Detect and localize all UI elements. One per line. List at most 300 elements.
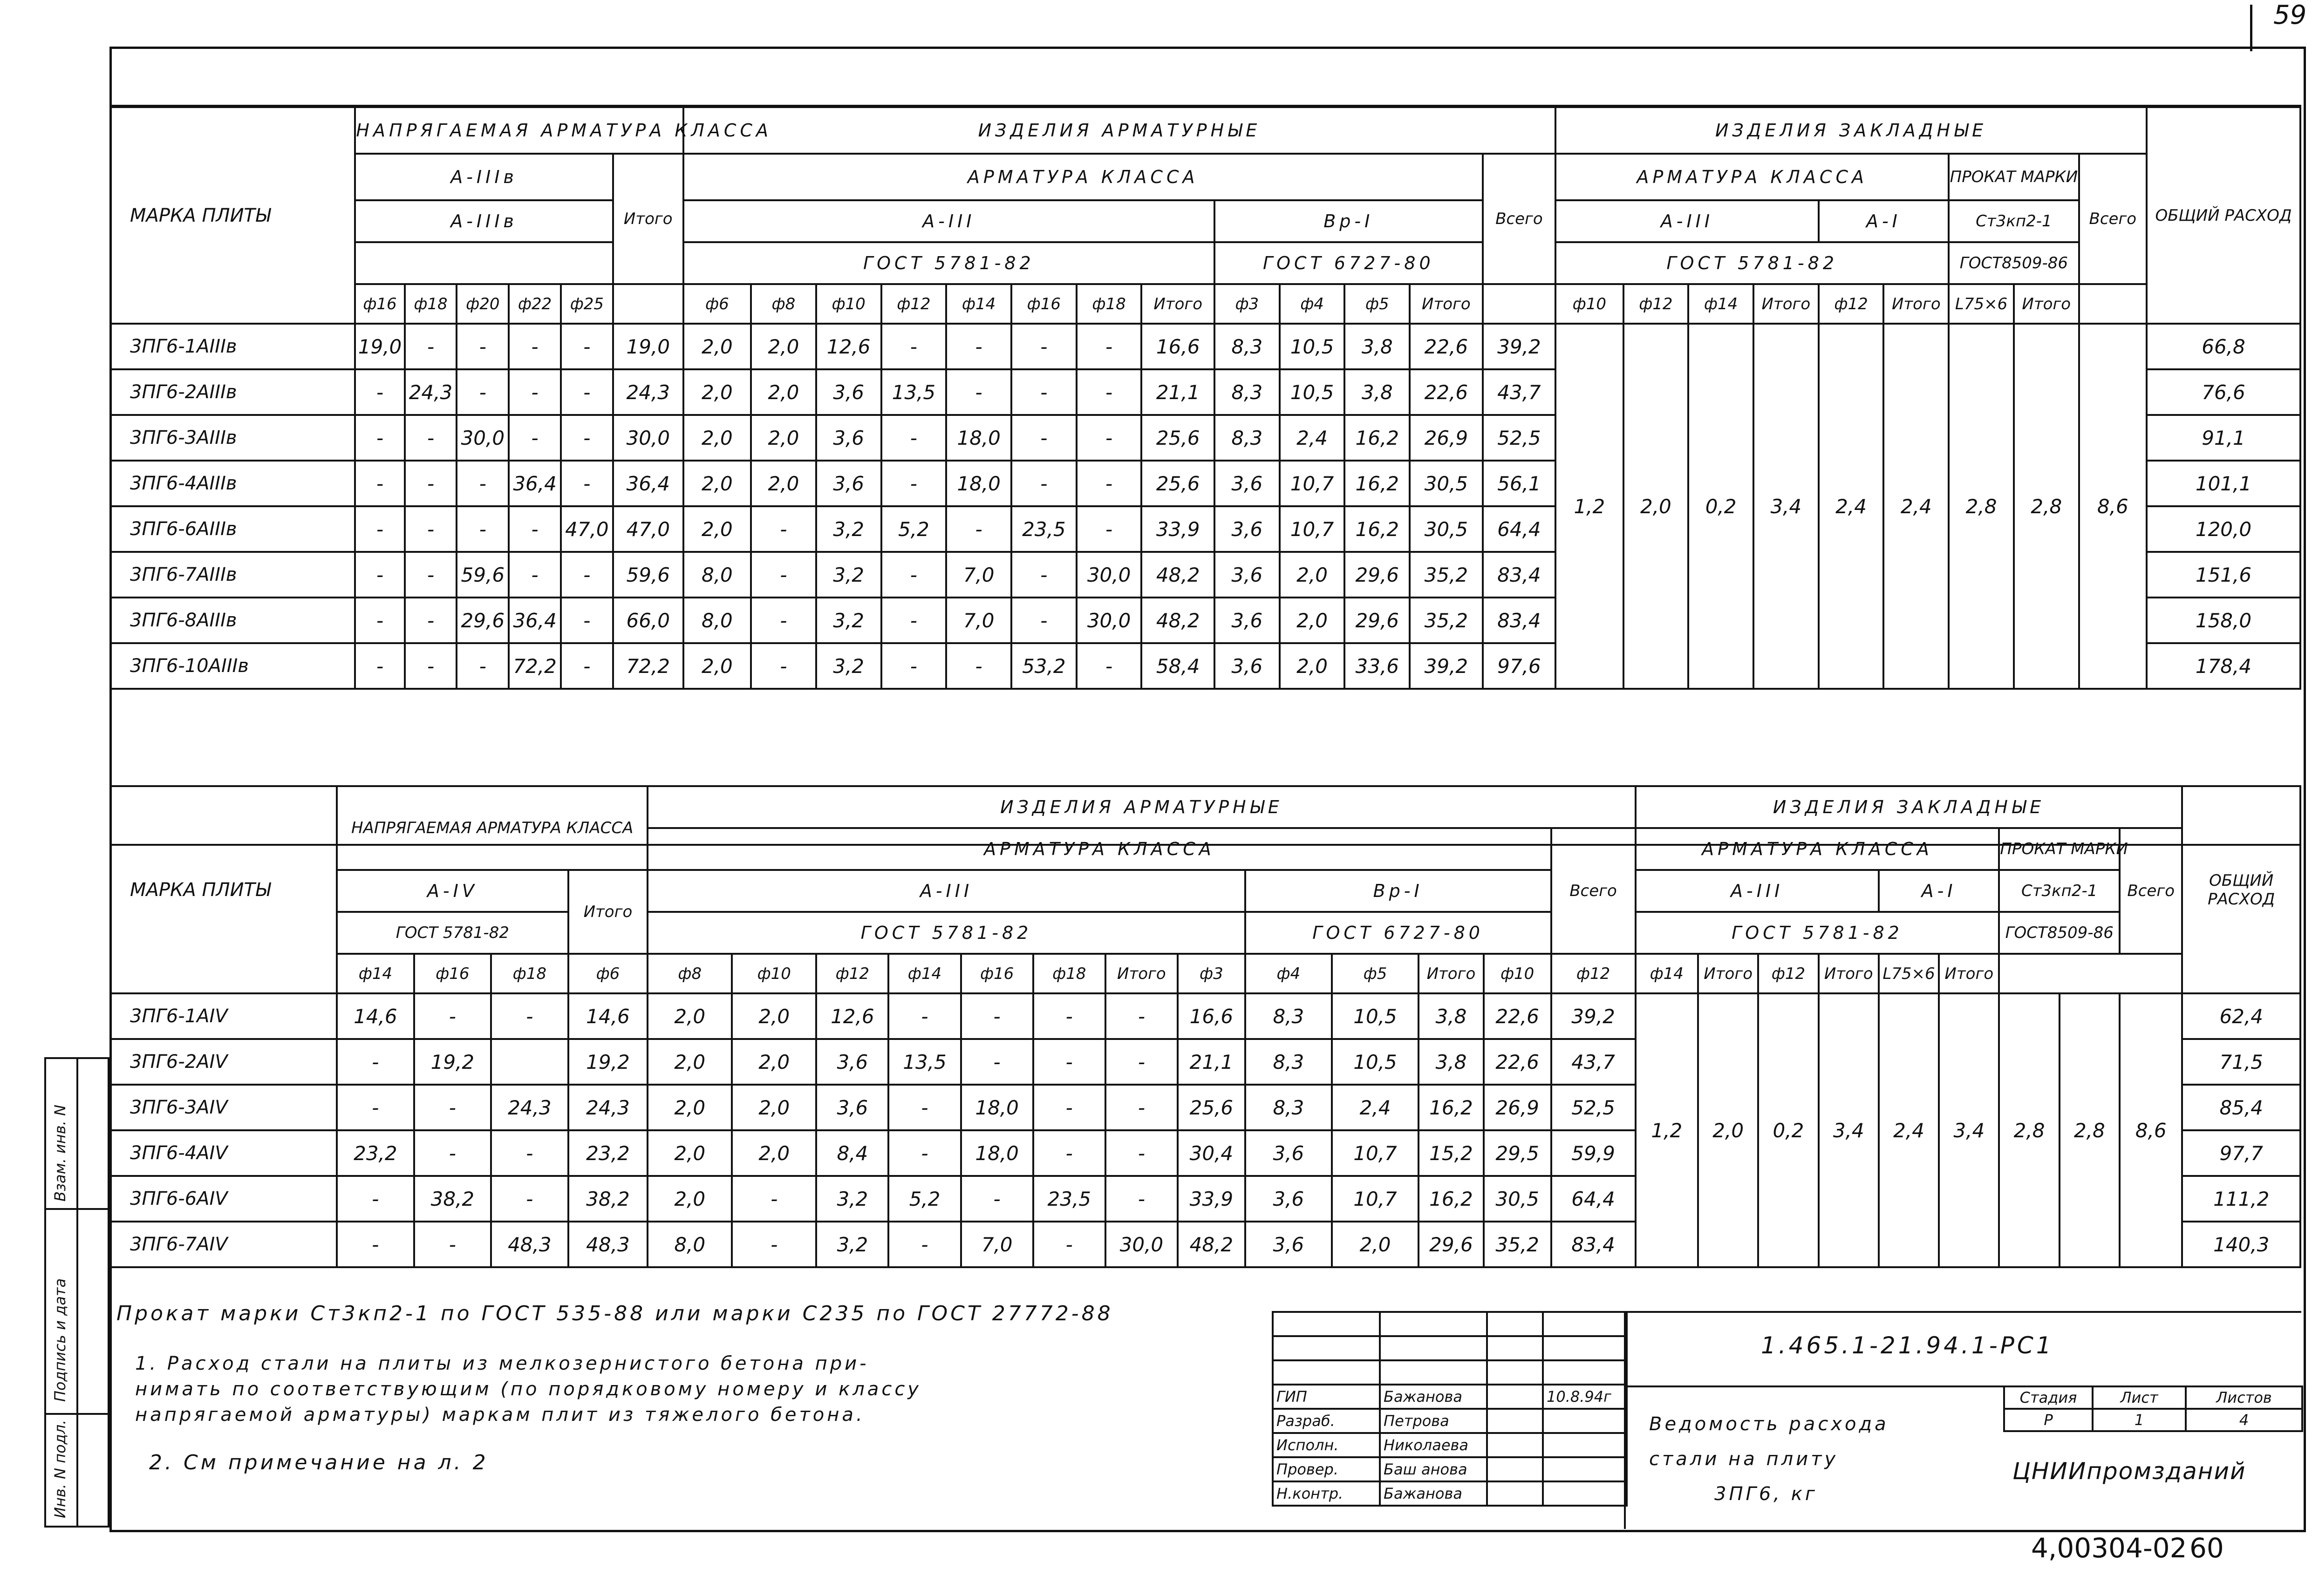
value-cell: 25,6 [1141,415,1214,461]
value-cell: 29,5 [1484,1130,1551,1176]
document-code: 1.465.1-21.94.1-РС1 [1761,1332,2054,1359]
value-cell: 43,7 [1551,1039,1636,1085]
value-cell: 3,2 [816,598,881,643]
value-cell: 30,4 [1178,1130,1245,1176]
diam-header: ф3 [1178,954,1245,993]
sheet-title-3: 3ПГ6, кг [1714,1483,1818,1505]
stamp-date: 10.8.94г [1543,1385,1627,1409]
stamp-cell [1487,1312,1543,1336]
value-cell: 30,5 [1410,506,1483,552]
value-cell: - [491,1176,568,1222]
stamp-cell [1543,1457,1627,1481]
embedded-value: 2,8 [1949,324,2014,689]
diam-header: ф12 [1623,284,1689,324]
stamp-cell [1273,1312,1380,1336]
diam-header: Итого [1939,954,1999,993]
value-cell: - [414,1222,491,1267]
value-cell: 29,6 [1344,598,1410,643]
value-cell: 30,0 [1077,598,1142,643]
value-cell: 19,0 [613,324,683,369]
value-cell: 39,2 [1551,993,1636,1039]
value-cell: - [1077,506,1142,552]
value-cell: 35,2 [1484,1222,1551,1267]
value-cell: 2,0 [683,324,751,369]
diam-header: ф10 [1555,284,1623,324]
embedded-value: 2,8 [1999,993,2059,1267]
value-cell: 33,9 [1141,506,1214,552]
stamp-name: Бажанова [1380,1481,1487,1506]
value-cell: 10,7 [1280,461,1345,506]
note-1-line-2: нимать по соответствующим (по порядковому номеру и классу [135,1379,921,1400]
value-cell: - [355,598,404,643]
stamp-role: Н.контр. [1273,1481,1380,1506]
stamp-role: Провер. [1273,1457,1380,1481]
value-cell: - [337,1085,414,1130]
slab-mark: 3ПГ6-2АIIIв [110,369,355,415]
value-cell: 3,6 [1245,1222,1332,1267]
table-row [110,324,2300,369]
embedded-value: 8,6 [2120,993,2182,1267]
value-cell: 7,0 [946,552,1011,598]
value-cell: 83,4 [1483,552,1556,598]
value-cell: 3,6 [1214,552,1280,598]
rolled-note: Прокат марки Ст3кп2-1 по ГОСТ 535-88 или марки С235 по ГОСТ 27772-88 [116,1302,1113,1325]
value-cell: 2,0 [751,415,816,461]
diam-header: ф16 [414,954,491,993]
value-cell: 2,0 [1280,598,1345,643]
value-cell: 18,0 [961,1085,1033,1130]
products-class-header: АРМАТУРА КЛАССА [648,828,1551,870]
gost-5781-header: ГОСТ 5781-82 [683,242,1214,284]
value-cell: - [881,643,947,689]
value-cell: 38,2 [568,1176,648,1222]
value-cell: 3,6 [1214,643,1280,689]
value-cell: 2,0 [732,1039,816,1085]
embedded-value: 3,4 [1753,324,1819,689]
value-cell: - [414,993,491,1039]
value-cell: 3,6 [816,461,881,506]
stamp-name: Бажанова [1380,1385,1487,1409]
rolled-header: ПРОКАТ МАРКИ [1999,828,2120,870]
embedded-value: 3,4 [1819,993,1879,1267]
value-cell: 2,0 [732,1085,816,1130]
value-cell: - [355,552,404,598]
side-label-inv: Инв. N подл. [51,1419,69,1518]
value-cell: 3,6 [1245,1176,1332,1222]
stamp-cell [1380,1360,1487,1385]
products-header: ИЗДЕЛИЯ АРМАТУРНЫЕ [648,786,1635,828]
diam-header: ф18 [491,954,568,993]
embedded-value: 2,0 [1623,324,1689,689]
value-cell: 3,2 [816,1222,888,1267]
diam-header: Итого [1753,284,1819,324]
value-cell: 25,6 [1141,461,1214,506]
value-cell: - [405,506,457,552]
value-cell: 19,2 [414,1039,491,1085]
diam-header: ф12 [881,284,947,324]
value-cell: 72,2 [613,643,683,689]
note-1-line-1: 1. Расход стали на плиты из мелкозернистого бетона при- [135,1353,869,1374]
slab-mark: 3ПГ6-6АIV [110,1176,337,1222]
value-cell: - [751,506,816,552]
side-label-replacement: Взам. инв. N [51,1105,69,1202]
value-cell: 13,5 [881,369,947,415]
value-cell: - [1011,324,1077,369]
stamp-cell [1543,1409,1627,1433]
value-cell: 83,4 [1483,598,1556,643]
value-cell: 26,9 [1484,1085,1551,1130]
sheet-value: 1 [2093,1409,2186,1431]
value-cell: 2,0 [751,324,816,369]
value-cell: 56,1 [1483,461,1556,506]
value-cell: - [405,643,457,689]
sheets-value: 4 [2186,1409,2302,1431]
value-cell: - [405,461,457,506]
value-cell: 13,5 [888,1039,961,1085]
value-cell: 30,0 [1077,552,1142,598]
diam-header: ф6 [683,284,751,324]
value-cell: 10,7 [1332,1130,1419,1176]
diam-header: ф16 [355,284,404,324]
value-cell: - [881,598,947,643]
diam-header: ф14 [1636,954,1698,993]
value-cell: 2,0 [683,461,751,506]
value-cell: 3,6 [816,415,881,461]
archive-sheet: 60 [2189,1532,2224,1564]
value-cell: - [1077,369,1142,415]
diam-header: ф4 [1245,954,1332,993]
value-cell: 66,0 [613,598,683,643]
value-cell: 3,6 [1214,598,1280,643]
value-cell: - [414,1130,491,1176]
stamp-cell [1487,1360,1543,1385]
diam-header: Итого [1419,954,1484,993]
value-cell: - [1105,1039,1178,1085]
value-cell: - [509,552,561,598]
steel-table-a4 [109,785,2301,1268]
value-cell: - [961,1176,1033,1222]
value-cell: 8,3 [1214,369,1280,415]
embedded-value: 3,4 [1939,993,1999,1267]
value-cell: - [1105,1176,1178,1222]
table-row [110,993,2300,1039]
value-cell: 26,9 [1410,415,1483,461]
value-cell: 2,0 [1332,1222,1419,1267]
emb-a1-header: А-I [1879,870,1999,912]
a3-header: А-III [648,870,1245,912]
value-cell: 29,6 [1344,552,1410,598]
value-cell: - [732,1222,816,1267]
value-cell: 52,5 [1551,1085,1636,1130]
value-cell: - [1033,993,1105,1039]
blank-cell [613,284,683,324]
stage-value: Р [2004,1409,2093,1431]
organization: ЦНИИпромзданий [2012,1458,2246,1485]
value-cell: - [405,415,457,461]
rolled-gost: ГОСТ8509-86 [1999,912,2120,954]
value-cell: 18,0 [946,415,1011,461]
products-header: ИЗДЕЛИЯ АРМАТУРНЫЕ [683,107,1555,154]
value-cell: 59,6 [457,552,509,598]
value-cell: - [561,598,613,643]
sheets-label: Листов [2186,1386,2302,1409]
diam-header: ф16 [961,954,1033,993]
value-cell: 3,2 [816,552,881,598]
value-cell: 35,2 [1410,552,1483,598]
gost-6727-header: ГОСТ 6727-80 [1245,912,1551,954]
value-cell: 12,6 [816,993,888,1039]
value-cell: - [337,1222,414,1267]
stamp-name: Баш анова [1380,1457,1487,1481]
value-cell: 19,0 [355,324,404,369]
total-value: 62,4 [2182,993,2300,1039]
slab-mark: 3ПГ6-7АIIIв [110,552,355,598]
stamp-cell [1543,1433,1627,1457]
value-cell: 3,6 [1245,1130,1332,1176]
value-cell: 24,3 [491,1085,568,1130]
value-cell: 16,2 [1344,415,1410,461]
value-cell: 2,0 [732,1130,816,1176]
value-cell: 36,4 [613,461,683,506]
steel-table-a3v [109,106,2301,846]
prestressed-group-header: НАПРЯГАЕМАЯ АРМАТУРА КЛАССА [355,107,683,154]
emb-arm-class-header: АРМАТУРА КЛАССА [1636,828,1999,870]
sheet-title-2: стали на плиту [1649,1448,1839,1470]
value-cell: - [751,643,816,689]
value-cell: 14,6 [337,993,414,1039]
emb-vsego: Всего [2079,154,2147,284]
value-cell: 43,7 [1483,369,1556,415]
value-cell: - [405,598,457,643]
value-cell: - [946,643,1011,689]
value-cell: 72,2 [509,643,561,689]
value-cell: 2,0 [751,369,816,415]
blank-cell [1483,284,1556,324]
total-value: 178,4 [2147,643,2300,689]
embedded-header: ИЗДЕЛИЯ ЗАКЛАДНЫЕ [1555,107,2147,154]
value-cell: 48,3 [568,1222,648,1267]
value-cell: 8,3 [1245,1039,1332,1085]
value-cell: 2,0 [683,369,751,415]
slab-mark: 3ПГ6-1АIV [110,993,337,1039]
value-cell: 47,0 [613,506,683,552]
value-cell: 22,6 [1410,324,1483,369]
value-cell: - [355,461,404,506]
total-value: 66,8 [2147,324,2300,369]
diam-header: ф16 [1011,284,1077,324]
value-cell: - [1105,993,1178,1039]
value-cell: 39,2 [1483,324,1556,369]
value-cell: 3,2 [816,506,881,552]
value-cell: - [888,993,961,1039]
value-cell: 23,5 [1033,1176,1105,1222]
table2-body [110,993,2300,1267]
value-cell: - [561,324,613,369]
value-cell: - [337,1176,414,1222]
value-cell: 8,0 [683,552,751,598]
slab-mark: 3ПГ6-8АIIIв [110,598,355,643]
note-1-line-3: напрягаемой арматуры) маркам плит из тяжелого бетона. [135,1404,865,1426]
value-cell: 25,6 [1178,1085,1245,1130]
prestressed-class-header: А-IIIв [355,154,613,200]
value-cell: - [881,461,947,506]
value-cell: - [1077,461,1142,506]
diam-header: Итого [1410,284,1483,324]
slab-mark: 3ПГ6-3АIIIв [110,415,355,461]
products-vsego: Всего [1483,154,1556,284]
value-cell: 59,6 [613,552,683,598]
slab-mark: 3ПГ6-7АIV [110,1222,337,1267]
value-cell: - [509,415,561,461]
value-cell: - [457,506,509,552]
diam-header: ф10 [1484,954,1551,993]
value-cell: 22,6 [1410,369,1483,415]
products-vsego: Всего [1551,828,1636,954]
value-cell: 10,5 [1280,324,1345,369]
total-value: 91,1 [2147,415,2300,461]
diam-header: ф5 [1344,284,1410,324]
value-cell: - [509,369,561,415]
embedded-value: 2,4 [1819,324,1884,689]
diam-header: ф10 [816,284,881,324]
diam-header: Итого [1883,284,1949,324]
value-cell: - [888,1222,961,1267]
value-cell: 3,6 [1214,506,1280,552]
value-cell: 5,2 [881,506,947,552]
value-cell: 48,3 [491,1222,568,1267]
value-cell: 3,6 [816,1085,888,1130]
value-cell: 33,9 [1178,1176,1245,1222]
value-cell: - [355,643,404,689]
total-value: 76,6 [2147,369,2300,415]
value-cell: 58,4 [1141,643,1214,689]
value-cell: 2,0 [648,1039,732,1085]
emb-a1-header: А-I [1819,200,1949,242]
value-cell: - [1011,461,1077,506]
embedded-value: 0,2 [1688,324,1753,689]
value-cell: 39,2 [1410,643,1483,689]
diam-header: ф8 [751,284,816,324]
rolled-gost: ГОСТ8509-86 [1949,242,2079,284]
value-cell: 3,6 [1214,461,1280,506]
value-cell: 21,1 [1141,369,1214,415]
value-cell: - [881,552,947,598]
value-cell: - [491,1130,568,1176]
rolled-mark: Ст3кп2-1 [1999,870,2120,912]
diam-header: ф14 [337,954,414,993]
diam-header: ф3 [1214,284,1280,324]
embedded-value: 2,4 [1883,324,1949,689]
value-cell: 18,0 [961,1130,1033,1176]
total-value: 158,0 [2147,598,2300,643]
stamp-signature [1487,1385,1543,1409]
value-cell: - [732,1176,816,1222]
value-cell: 12,6 [816,324,881,369]
diam-header: ф12 [1551,954,1636,993]
slab-mark: 3ПГ6-4АIIIв [110,461,355,506]
embedded-value: 2,4 [1879,993,1939,1267]
emb-a3-header: А-III [1636,870,1879,912]
value-cell: 22,6 [1484,1039,1551,1085]
diam-header: ф18 [1077,284,1142,324]
value-cell: 5,2 [888,1176,961,1222]
diam-header: ф12 [816,954,888,993]
vr1-header: Вр-I [1214,200,1483,242]
value-cell: 59,9 [1551,1130,1636,1176]
value-cell: - [457,324,509,369]
value-cell: 19,2 [568,1039,648,1085]
value-cell: 24,3 [613,369,683,415]
diam-header: ф18 [1033,954,1105,993]
value-cell: - [946,506,1011,552]
embedded-header: ИЗДЕЛИЯ ЗАКЛАДНЫЕ [1636,786,2182,828]
stamp-role: Разраб. [1273,1409,1380,1433]
value-cell: 8,4 [816,1130,888,1176]
stamp-cell [1543,1360,1627,1385]
total-value: 140,3 [2182,1222,2300,1267]
diam-header: ф22 [509,284,561,324]
value-cell: 29,6 [457,598,509,643]
total-header: ОБЩИЙ РАСХОД [2182,786,2300,993]
value-cell: - [1011,415,1077,461]
value-cell: - [1105,1085,1178,1130]
value-cell: 2,0 [751,461,816,506]
diam-header: ф14 [946,284,1011,324]
total-value: 120,0 [2147,506,2300,552]
value-cell: 30,0 [1105,1222,1178,1267]
stamp-cell [1273,1360,1380,1385]
diam-header: ф14 [1688,284,1753,324]
value-cell: - [457,369,509,415]
value-cell: 2,0 [683,643,751,689]
value-cell: 64,4 [1483,506,1556,552]
embedded-value: 1,2 [1636,993,1698,1267]
diam-header: ф25 [561,284,613,324]
note-2: 2. См примечание на л. 2 [149,1451,489,1474]
a3-header: А-III [683,200,1214,242]
value-cell: - [561,415,613,461]
emb-a3-header: А-III [1555,200,1819,242]
total-header: ОБЩИЙ РАСХОД [2147,107,2300,324]
stamp-cell [1380,1336,1487,1360]
value-cell: 38,2 [414,1176,491,1222]
sheet-label: Лист [2093,1386,2186,1409]
value-cell: 3,6 [816,369,881,415]
diam-header: L75×6 [1879,954,1939,993]
slab-mark: 3ПГ6-2АIV [110,1039,337,1085]
total-value: 85,4 [2182,1085,2300,1130]
emb-gost-header: ГОСТ 5781-82 [1555,242,1949,284]
value-cell [491,1039,568,1085]
slab-mark: 3ПГ6-3АIV [110,1085,337,1130]
value-cell: 3,2 [816,643,881,689]
embedded-value: 2,8 [2060,993,2120,1267]
value-cell: 48,2 [1178,1222,1245,1267]
value-cell: 16,6 [1141,324,1214,369]
value-cell: - [946,369,1011,415]
gost-6727-header: ГОСТ 6727-80 [1214,242,1483,284]
value-cell: 18,0 [946,461,1011,506]
value-cell: 3,8 [1419,993,1484,1039]
value-cell: - [946,324,1011,369]
value-cell: - [751,598,816,643]
stamp-signature [1487,1481,1543,1506]
stamp-cell [1380,1312,1487,1336]
value-cell: 35,2 [1410,598,1483,643]
rolled-mark: Ст3кп2-1 [1949,200,2079,242]
value-cell: 2,0 [732,993,816,1039]
value-cell: 8,3 [1214,324,1280,369]
